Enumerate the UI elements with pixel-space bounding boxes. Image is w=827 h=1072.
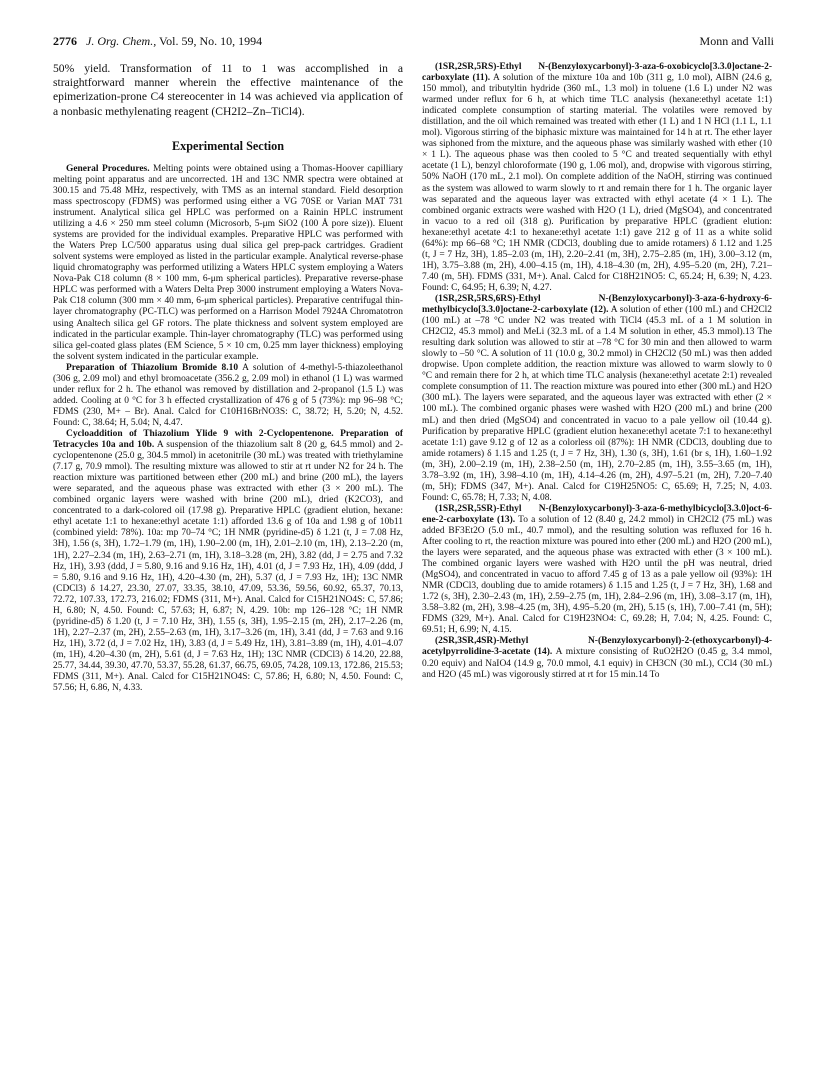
thiazolium-text: A solution of 4-methyl-5-thiazoleethanol (306 g, 2.09 mol) and ethyl bromoacetate (356.2 g, 2.09 mol) in ethanol (1 L) was warmed under reflux for 2 h. The ethanol was removed by distillation and 2-propanol (1.5 L) was added. Cooling at 0 °C for 3 h effected crystallization of 476 g of 5 (73%): mp 96–98 °C; FDMS (230, M+ – Br). Anal. Calcd for C10H16BrNO3S: C, 38.72; H, 5.20; N, 4.52. Found: C, 38.64; H, 5.04; N, 4.47. (53, 362, 403, 428)
compound-13-heading: (1SR,2SR,5SR)-Ethyl N-(Benzyloxycarbonyl)-3-aza-6-methylbicyclo[3.3.0]oct-6-ene-2-carboxylate (13). (422, 503, 772, 525)
volume-info: Vol. 59, No. 10, 1994 (159, 34, 263, 48)
general-procedures-paragraph (53, 164, 403, 363)
general-procedures-heading: General Procedures. (66, 163, 150, 174)
compound-14-text: A mixture consisting of RuO2H2O (0.45 g, 3.4 mmol, 0.20 equiv) and NaIO4 (14.9 g, 70.0 mmol, 4.1 equiv) in CH3CN (30 mL), CCl4 (30 mL) and H2O (45 mL) was vigorously stirred at rt for 15 min.14 To (422, 647, 772, 680)
compound-14-heading: (2SR,3SR,4SR)-Methyl N-(Benzyloxycarbonyl)-2-(ethoxycarbonyl)-4-acetylpyrrolidine-3-acetate (14). (422, 636, 772, 658)
header-left (53, 34, 262, 49)
header-authors: Monn and Valli (699, 34, 774, 48)
compound-13-text: To a solution of 12 (8.40 g, 24.2 mmol) in CH2Cl2 (75 mL) was added BF3Et2O (5.0 mL, 40.7 mmol), and the resulting solution was refluxed for 16 h. After cooling to rt, the reaction mixture was poured into ether (200 mL) and H2O (200 mL), the layers were separated, and the aqueous phase was extracted with ether (3 × 100 mL). The combined organic layers were washed with H2O until the pH was neutral, dried (MgSO4), and concentrated in vacuo to afford 7.45 g of 13 as a pale yellow oil (93%): 1H NMR (CDCl3, doubling due to amide rotamers) δ 1.15 and 1.25 (t, J = 7 Hz, 3H), 1.68 and 1.72 (s, 3H), 2.30–2.43 (m, 1H), 2.59–2.75 (m, 1H), 2.84–2.96 (m, 1H), 3.08–3.17 (m, 1H), 3.58–3.82 (m, 2H), 3.98–4.25 (m, 3H), 4.95–5.20 (m, 2H), 5.15 (s, 1H), 7.00–7.41 (m, 5H); FDMS (329, M+). Anal. Calcd for C19H23NO4: C, 69.28; H, 7.04; N, 4.25. Found: C, 69.51; H, 6.99; N, 4.15. (422, 514, 772, 636)
compound-12-heading: (1SR,2SR,5RS,6RS)-Ethyl N-(Benzyloxycarbonyl)-3-aza-6-hydroxy-6-methylbicyclo[3.3.0]octane-2-carboxylate (12). (422, 293, 772, 316)
right-column (422, 62, 772, 1062)
page-number: 2776 (53, 34, 77, 48)
compound-12-text: A solution of ether (100 mL) and CH2Cl2 (100 mL) at –78 °C under N2 was treated with TiCl4 (45.3 mL of a 1 M solution in CH2Cl2, 45.3 mmol) and MeLi (32.3 mL of a 1.4 M solution in ether, 45.3 mmol).13 The resulting dark solution was allowed to stir at –78 °C for 30 min and then allowed to warm slowly to –50 °C. A solution of 11 (10.0 g, 30.2 mmol) in CH2Cl2 (50 mL) was then added dropwise. Upon complete addition, the reaction mixture was allowed to warm slowly to 0 °C and remain there for 2 h, at which time TLC analysis (hexane:ethyl acetate 2:1) revealed complete consumption of 11. The reaction mixture was poured into ether (300 mL) and H2O (300 mL). The layers were separated, and the aqueous layer was extracted with ether (2 × 100 mL). The combined organic phases were washed with H2O (200 mL) and brine (200 mL) and then dried (MgSO4) and concentrated in vacuo to a pale yellow oil (10.44 g). Purification by preparative HPLC (gradient elution hexane:ethyl acetate 7:1 to hexane:ethyl acetate 1:1) gave 9.12 g of 12 as a colorless oil (87%): 1H NMR (CDCl3, doubling due to amide rotamers) δ 1.15 and 1.25 (t, J = 7 Hz, 3H), 1.30 (s, 3H), 1.61 (br s, 1H), 1.60–1.92 (m, 3H), 2.00–2.19 (m, 1H), 2.38–2.50 (m, 1H), 2.70–2.85 (m, 1H), 3.55–3.65 (m, 1H), 3.78–3.92 (m, 1H), 3.98–4.10 (m, 1H), 4.14–4.26 (m, 2H), 4.97–5.21 (m, 2H), 7.20–7.40 (m, 5H); FDMS (347, M+). Anal. Calcd for C19H25NO5: C, 65.69; H, 7.25; N, 4.03. Found: C, 65.78; H, 7.33; N, 4.08. (422, 305, 772, 503)
left-column (53, 62, 403, 1062)
intro-paragraph: 50% yield. Transformation of 11 to 1 was accomplished in a straightforward manner wherein the effective maintenance of the epimerization-prone C4 stereocenter in 14 was achieved via application of a nonbasic methylenating reagent (CH2I2–Zn–TiCl4). (53, 62, 403, 118)
compound-11-text: A solution of the mixture 10a and 10b (311 g, 1.0 mol), AIBN (24.6 g, 150 mmol), and tributyltin hydride (360 mL, 1.3 mol) in toluene (1.6 L) under N2 was warmed under reflux for 6 h, at which time TLC analysis (hexane:ethyl acetate 1:1) indicated complete consumption of starting material. The volatiles were removed by distillation, and the oil which remained was treated with ether (1 L) and 1 N HCl (1.1 L, 1.1 mol). Vigorous stirring of the biphasic mixture was maintained for 14 h at rt. The ether layer was siphoned from the mixture, and the aqueous phase was similarly washed with ether (10 × 1 L). The aqueous phase was then cooled to 5 °C and treated sequentially with ethyl acetate (1 L), benzyl chloroformate (190 g, 1.06 mol), and, dropwise with vigorous stirring, 50% NaOH (170 mL, 2.1 mol). On complete addition of the NaOH, stirring was continued as the system was allowed to warm slowly to rt and remain there for 1 h. The organic layer was separated and the aqueous layer was extracted with ethyl acetate (4 × 1 L). The combined organic extracts were washed with H2O (1 L), dried (MgSO4), and concentrated in vacuo to a red oil (318 g). Purification by preparative HPLC (gradient elution: hexane:ethyl acetate 4:1 to hexane:ethyl acetate 1:1) gave 212 g of 11 as a white solid (64%): mp 66–68 °C; 1H NMR (CDCl3, doubling due to amide rotamers) δ 1.12 and 1.25 (t, J = 7 Hz, 3H), 1.85–2.03 (m, 1H), 2.20–2.41 (m, 3H), 2.75–2.85 (m, 1H), 3.00–3.12 (m, 1H), 3.75–3.88 (m, 2H), 4.00–4.15 (m, 1H), 4.18–4.30 (m, 2H), 4.95–5.20 (m, 2H), 7.21–7.40 (m, 5H). FDMS (331, M+). Anal. Calcd for C18H21NO5: C, 65.24; H, 6.39; N, 4.23. Found: C, 64.95; H, 6.39; N, 4.27. (422, 73, 772, 293)
section-title: Experimental Section (171, 138, 285, 153)
general-procedures-text: Melting points were obtained using a Thomas-Hoover capilliary melting point apparatus and are uncorrected. 1H and 13C NMR spectra were obtained at 300.15 and 75.48 MHz, respectively, with TMS as an internal standard. Field desorption mass spectroscopy (FDMS) was performed using either a VG 70SE or Varian MAT 731 instrument. Analytical silica gel HPLC was performed on a Rainin HPLC instrument utilizing a 4.6 × 250 mm steel column (Microsorb, 5-μm SiO2 (100 Å pore size)). Eluent systems are provided for the individual examples. Preparative HPLC was performed with the Waters Prep LC/500 apparatus using dual silica gel prep-pack cartridges. Gradient solvent systems were employed as listed in the particular example. Analytical reverse-phase liquid chromatography was performed utilizing a Waters HPLC system employing a Waters Nova-Pak C18 column (8 × 100 mm, 6-μm spherical particles). Preparative reverse-phase HPLC was performed with a Waters Delta Prep 3000 instrument employing a Waters Nova-Pak C18 column (300 mm × 40 mm, 6-μm spherical particles). Preparative centrifugal thin-layer chromatography (PC-TLC) was performed on a Harrison Model 7924A Chromatotron using Analtech silica gel GF rotors. The plate thickness and solvent system employed are indicated in the particular example. Thin-layer chromatography (TLC) was performed using silica gel-coated glass plates (EM Science, 5 × 10 cm, 0.25 mm layer thickness) employing the solvent system indicated in the particular example. (53, 163, 403, 362)
compound-11-paragraph (422, 62, 772, 294)
compound-13-paragraph (422, 504, 772, 637)
compound-11-heading: (1SR,2SR,5RS)-Ethyl N-(Benzyloxycarbonyl)-3-aza-6-oxobicyclo[3.3.0]octane-2-carboxylate (11). (422, 62, 772, 84)
compound-12-paragraph (422, 294, 772, 504)
cycloaddition-heading: Cycloaddition of Thiazolium Ylide 9 with 2-Cyclopentenone. Preparation of Tetracycles 10a and 10b. (53, 428, 403, 451)
thiazolium-heading: Preparation of Thiazolium Bromide 8.10 (66, 362, 239, 373)
compound-14-paragraph (422, 636, 772, 680)
thiazolium-paragraph (53, 363, 403, 429)
running-header (53, 34, 774, 50)
cycloaddition-text: A suspension of the thiazolium salt 8 (20 g, 64.5 mmol) and 2-cyclopentenone (25.0 g, 304.5 mmol) in acetonitrile (30 mL) was treated with triethylamine (7.17 g, 70.9 mmol). The resulting mixture was allowed to stir at rt under N2 for 24 h. The reaction mixture was partitioned between ether (200 mL) and brine (200 mL), the layers were separated, and the aqueous phase was extracted with ether (3 × 200 mL). The combined organic layers were washed with brine (200 mL), dried (K2CO3), and concentrated to a dark-colored oil (17.98 g). Preparative HPLC (gradient elution, hexane: ethyl acetate 1:1 to hexane:ethyl acetate 1:1) afforded 13.6 g of 10a and 1.98 g of 10b11 (combined yield: 78%). 10a: mp 70–74 °C; 1H NMR (pyridine-d5) δ 1.21 (t, J = 7.08 Hz, 3H), 1.56 (s, 3H), 1.72–1.79 (m, 1H), 1.90–2.00 (m, 1H), 2.01–2.10 (m, 1H), 2.13–2.20 (m, 1H), 2.27–2.34 (m, 1H), 2.63–2.71 (m, 1H), 3.18–3.28 (m, 2H), 3.82 (dd, J = 2.75 and 7.32 Hz, 1H), 3.93 (ddd, J = 5.80, 9.16 and 9.16 Hz, 1H), 4.01 (d, J = 7.93 Hz, 1H), 4.09 (ddd, J = 5.80, 9.16 and 9.16 Hz, 1H), 4.20–4.30 (m, 2H), 5.37 (d, J = 7.93 Hz, 1H); 13C NMR (CDCl3) δ 14.27, 23.30, 27.07, 33.35, 38.10, 47.09, 53.36, 59.56, 60.92, 65.37, 70.13, 72.72, 107.33, 172.73, 216.02; FDMS (311, M+). Anal. Calcd for C15H21NO4S: C, 57.86; H, 6.80; N, 4.50. Found: C, 57.63; H, 6.87; N, 4.29. 10b: mp 126–128 °C; 1H NMR (pyridine-d5) δ 1.20 (t, J = 7.10 Hz, 3H), 1.55 (s, 3H), 1.95–2.15 (m, 2H), 2.17–2.26 (m, 1H), 2.27–2.37 (m, 2H), 2.55–2.63 (m, 1H), 3.17–3.26 (m, 1H), 3.41 (dd, J = 7.63 and 9.16 Hz, 1H), 3.72 (d, J = 7.02 Hz, 1H), 3.83 (d, J = 5.49 Hz, 1H), 3.81–3.89 (m, 1H), 4.01–4.07 (m, 1H), 4.20–4.30 (m, 2H), 5.61 (d, J = 7.63 Hz, 1H); 13C NMR (CDCl3) δ 14.20, 22.88, 25.77, 34.44, 39.30, 47.70, 53.37, 55.28, 61.37, 66.75, 69.05, 74.28, 109.13, 172.86, 215.53; FDMS (311, M+). Anal. Calcd for C15H21NO4S: C, 57.86; H, 6.80; N, 4.50. Found: C, 57.56; H, 6.86, N, 4.33. (53, 440, 403, 694)
journal-name: J. Org. Chem., (86, 34, 157, 48)
cycloaddition-paragraph (53, 429, 403, 694)
